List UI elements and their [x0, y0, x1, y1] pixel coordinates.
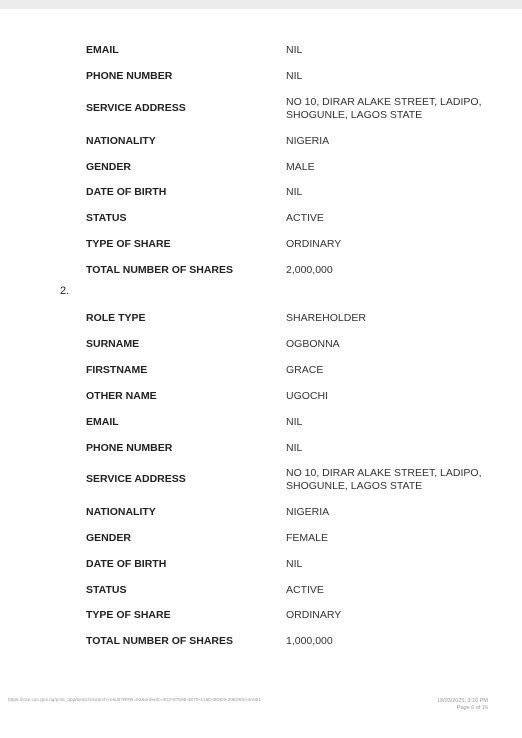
- field-label: TYPE OF SHARE: [86, 609, 171, 621]
- field-value: ORDINARY: [286, 238, 342, 250]
- field-value: ACTIVE: [286, 212, 324, 224]
- field-value: ORDINARY: [286, 609, 342, 621]
- field-label: EMAIL: [86, 44, 119, 56]
- field-label: SURNAME: [86, 338, 140, 350]
- field-value: NIGERIA: [286, 506, 330, 518]
- field-label: TOTAL NUMBER OF SHARES: [86, 635, 234, 647]
- field-value: NIGERIA: [286, 135, 330, 147]
- field-value: ACTIVE: [286, 584, 324, 596]
- field-value: SHAREHOLDER: [286, 312, 366, 324]
- footer-page-number: Page 6 of 16: [456, 705, 488, 711]
- field-value: NIL: [286, 70, 303, 82]
- field-label: GENDER: [86, 532, 131, 544]
- field-label: PHONE NUMBER: [86, 442, 173, 454]
- field-label: DATE OF BIRTH: [86, 558, 167, 570]
- field-label: SERVICE ADDRESS: [86, 102, 186, 114]
- item-number: 2.: [60, 285, 70, 297]
- field-value: UGOCHI: [286, 390, 328, 402]
- field-value: NO 10, DIRAR ALAKE STREET, LADIPO, SHOGUNLE, LAGOS STATE: [286, 96, 482, 121]
- field-label: ROLE TYPE: [86, 312, 146, 324]
- field-label: TYPE OF SHARE: [86, 238, 171, 250]
- field-value: NIL: [286, 416, 303, 428]
- field-label: DATE OF BIRTH: [86, 186, 167, 198]
- field-value: MALE: [286, 161, 315, 173]
- field-value: NIL: [286, 186, 303, 198]
- field-value: FEMALE: [286, 532, 329, 544]
- footer-url: https://icrp.cac.gov.ng/post_app/search/search-result?RRR=93&orderID=ECF87596-3070-415D-BDD9-20E093A4A551: [8, 698, 262, 703]
- field-value: NIL: [286, 44, 303, 56]
- field-label: PHONE NUMBER: [86, 70, 173, 82]
- field-value: 2,000,000: [286, 264, 333, 276]
- footer-datetime: 18/03/2025, 3:16 PM: [436, 698, 488, 704]
- field-label: FIRSTNAME: [86, 364, 148, 376]
- field-label: STATUS: [86, 212, 127, 224]
- field-label: EMAIL: [86, 416, 119, 428]
- field-label: TOTAL NUMBER OF SHARES: [86, 264, 234, 276]
- field-value: 1,000,000: [286, 635, 333, 647]
- field-label: NATIONALITY: [86, 506, 156, 518]
- field-label: NATIONALITY: [86, 135, 156, 147]
- browser-top-strip: [0, 0, 522, 9]
- field-value: OGBONNA: [286, 338, 340, 350]
- footer-meta: [424, 698, 488, 712]
- field-label: STATUS: [86, 584, 127, 596]
- field-value: NIL: [286, 558, 303, 570]
- field-label: SERVICE ADDRESS: [86, 473, 186, 485]
- field-value: GRACE: [286, 364, 324, 376]
- field-label: GENDER: [86, 161, 131, 173]
- field-value: NIL: [286, 442, 303, 454]
- field-label: OTHER NAME: [86, 390, 157, 402]
- field-value: NO 10, DIRAR ALAKE STREET, LADIPO, SHOGUNLE, LAGOS STATE: [286, 467, 482, 492]
